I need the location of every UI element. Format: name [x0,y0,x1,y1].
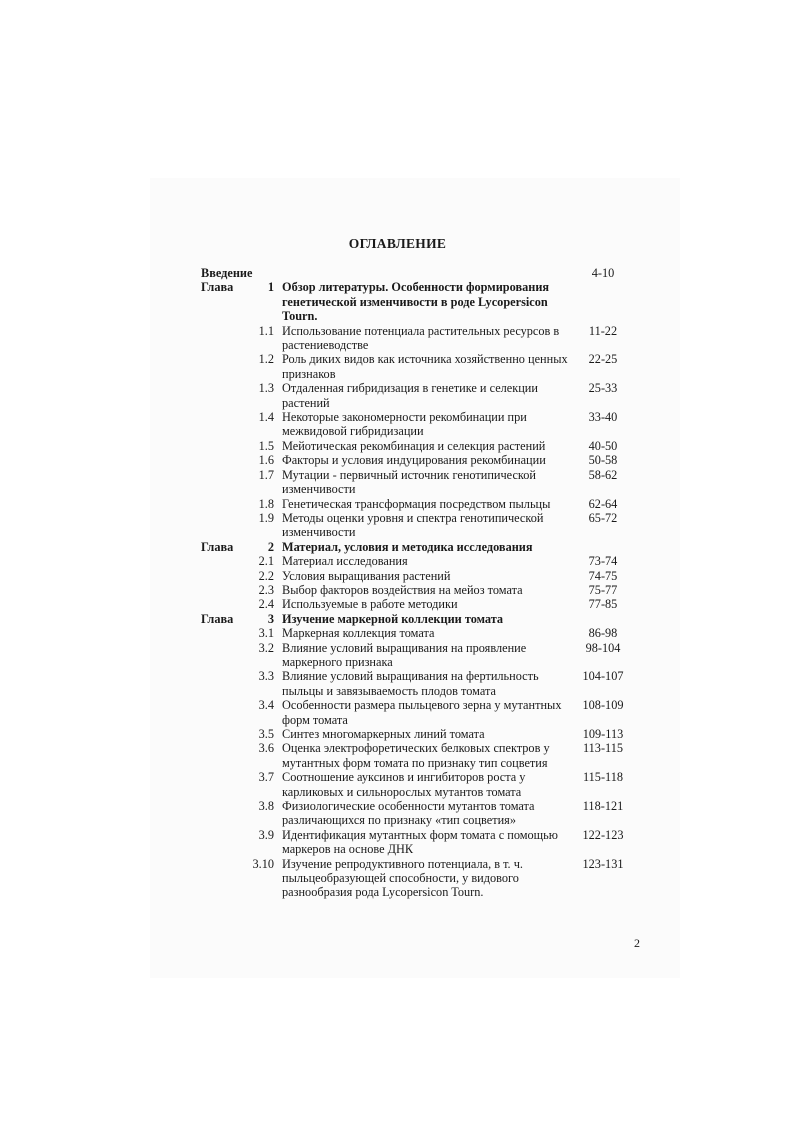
toc-row [0,770,795,799]
toc-row [0,352,795,381]
toc-row [0,511,795,540]
toc-section-number: 1.9 [258,510,274,525]
toc-entry-title: Роль диких видов как источника хозяйственно ценных признаков [282,352,568,381]
toc-section-number: 1.2 [258,352,274,367]
toc-row [0,669,795,698]
toc-row [0,540,795,554]
toc-section-number: 3.6 [258,741,274,756]
toc-section-number: 2.2 [258,568,274,583]
toc-entry-title: Методы оценки уровня и спектра генотипической изменчивости [282,510,544,540]
toc-entry-title: Материал, условия и методика исследования [282,539,533,554]
toc-entry-title: Некоторые закономерности рекомбинации при межвидовой гибридизации [282,410,527,439]
toc-row [0,727,795,741]
toc-row [0,569,795,583]
toc-entry-title: Оценка электрофоретических белковых спектров у мутантных форм томата по признаку тип соцветия [282,741,550,770]
toc-page-range: 109-113 [582,727,624,741]
toc-row [0,266,795,280]
toc-row [0,641,795,670]
toc-page-range: 74-75 [588,568,618,583]
toc-section-number: 1.6 [258,453,274,468]
toc-entry-title: Генетическая трансформация посредством пыльцы [282,496,551,511]
toc-page-range: 65-72 [588,510,618,525]
toc-row [0,828,795,857]
toc-row [0,799,795,828]
toc-entry-title: Идентификация мутантных форм томата с помощью маркеров на основе ДНК [282,827,558,857]
toc-page-range: 77-85 [588,597,618,612]
toc-entry-title: Материал исследования [282,554,408,569]
toc-row [0,626,795,640]
toc-section-number: 2.3 [258,582,274,597]
toc-page-range: 33-40 [588,410,618,425]
toc-page-range: 113-115 [582,741,624,756]
toc-row [0,698,795,727]
toc-section-number: 1.1 [258,323,274,338]
toc-page-range: 40-50 [588,438,618,453]
toc-entry-title: Использование потенциала растительных ресурсов в растениеводстве [282,323,560,353]
page-title: ОГЛАВЛЕНИЕ [348,236,447,251]
toc-page-range: 25-33 [588,381,618,396]
toc-row [0,597,795,611]
toc-row [0,583,795,597]
toc-section-number: 1.3 [258,381,274,396]
toc-section-number: 2.4 [258,597,274,612]
toc-section-number: 3.8 [258,799,274,814]
toc-row [0,280,795,323]
toc-page-range: 123-131 [582,856,624,871]
toc-section-number: 3 [267,611,274,626]
toc-entry-title: Влияние условий выращивания на проявление маркерного признака [282,640,527,669]
toc-row [0,612,795,626]
toc-section-number: 3.1 [258,626,274,641]
toc-page-range: 62-64 [588,496,618,511]
toc-page-range: 50-58 [588,453,618,468]
toc-row [0,410,795,439]
toc-entry-title: Изучение маркерной коллекции томата [282,611,504,626]
toc-page-range: 75-77 [588,582,618,597]
toc-page-range: 58-62 [588,467,618,482]
toc-section-number: 3.9 [258,827,274,842]
toc-entry-title: Мутации - первичный источник генотипической изменчивости [282,467,536,497]
toc-entry-title: Выбор факторов воздействия на мейоз томата [282,582,523,597]
toc-entry-title: Физиологические особенности мутантов томата различающихся по признаку «тип соцветия» [282,799,535,828]
toc-chapter-label: Глава [201,539,234,554]
toc-row [0,554,795,568]
toc-entry-title: Факторы и условия индуцирования рекомбинации [282,453,546,468]
toc-entry-title: Условия выращивания растений [282,568,451,583]
toc-page-range: 73-74 [588,554,618,569]
toc-entry-title [282,266,577,280]
toc-section-number: 1 [267,280,274,295]
toc-section-number: 1.8 [258,496,274,511]
toc-entry-title: Мейотическая рекомбинация и селекция растений [282,438,546,453]
toc-page-range: 122-123 [582,827,624,842]
toc-row [0,857,795,900]
toc-entry-title: Влияние условий выращивания на фертильность пыльцы и завязываемость плодов томата [282,669,539,698]
toc-entry-title: Соотношение ауксинов и ингибиторов роста у карликовых и сильнорослых мутантов томата [282,770,526,799]
toc-section-number: 2.1 [258,554,274,569]
toc-page-range: 104-107 [582,669,624,684]
toc-section-number: 1.5 [258,438,274,453]
toc-entry-title: Обзор литературы. Особенности формирования генетической изменчивости в роде Lycopersicon Tourn. [282,280,550,324]
toc-chapter-label: Глава [201,611,234,626]
toc-row [0,324,795,353]
toc-row [0,741,795,770]
toc-section-number: 1.7 [258,467,274,482]
toc-entry-title: Отдаленная гибридизация в генетике и селекции растений [282,381,538,410]
toc-row [0,439,795,453]
toc-section-number: 3.3 [258,669,274,684]
toc-page-range: 86-98 [588,626,618,641]
toc-entry-title: Синтез многомаркерных линий томата [282,727,485,741]
table-of-contents [0,266,795,900]
toc-page-range: 98-104 [585,640,621,655]
toc-row [0,453,795,467]
page-number: 2 [634,936,640,950]
toc-page-range: 11-22 [588,323,618,338]
toc-section-number: 3.10 [252,856,274,871]
toc-chapter-label: Глава [201,280,234,295]
toc-page-range: 108-109 [582,698,624,713]
toc-page-range: 4-10 [591,266,615,280]
toc-entry-title: Изучение репродуктивного потенциала, в т. ч. пыльцеобразующей способности, у видового разнообразия рода Lycopersicon Tourn. [282,856,523,900]
toc-page-range: 115-118 [582,770,624,785]
toc-entry-title: Используемые в работе методики [282,597,458,612]
toc-section-number: 3.5 [258,727,274,741]
toc-section-number: 2 [267,539,274,554]
toc-chapter-label: Введение [201,266,253,280]
toc-row [0,468,795,497]
toc-page-range: 118-121 [582,799,624,814]
toc-section-number: 3.4 [258,698,274,713]
toc-section-number: 3.7 [258,770,274,785]
toc-page-range: 22-25 [588,352,618,367]
toc-row [0,381,795,410]
toc-entry-title: Маркерная коллекция томата [282,626,435,641]
toc-row [0,497,795,511]
toc-section-number: 1.4 [258,410,274,425]
toc-section-number: 3.2 [258,640,274,655]
toc-entry-title: Особенности размера пыльцевого зерна у мутантных форм томата [282,698,562,727]
